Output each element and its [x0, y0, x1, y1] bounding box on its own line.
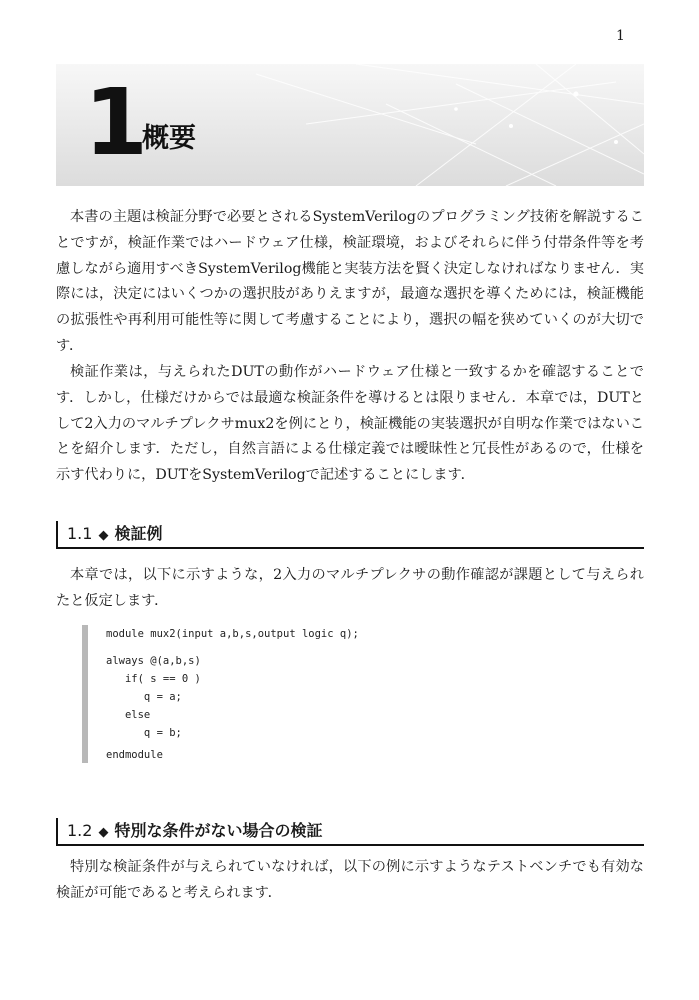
chapter-banner [56, 64, 644, 186]
paragraph-no-condition: 特別な検証条件が与えられていなければ，以下の例に示すようなテストベンチでも有効な検証が可能であると考えられます． [56, 859, 644, 901]
paragraph-example-intro: 本章では，以下に示すような，2入力のマルチプレクサの動作確認が課題として与えられたと仮定します． [56, 567, 644, 609]
code-line: q = a; [106, 691, 182, 703]
section-number: 1.2 [67, 821, 93, 840]
paragraph-verification-work: 検証作業は，与えられたDUTの動作がハードウェア仕様と一致するかを確認することです．しかし，仕様だけからでは最適な検証条件を導けるとは限りません．本章では，DUTとして2入力のマルチプレクサmux2を例にとり，検証機能の実装選択が自明な作業ではないことを紹介します．ただし，自然言語による仕様定義では曖昧性と冗長性があるので，仕様を示す代わりに，DUTをSystemVerilogで記述することにします． [56, 364, 644, 484]
chapter-number: 1 [84, 69, 147, 176]
diamond-icon: ◆ [98, 825, 109, 840]
code-line: q = b; [106, 727, 182, 739]
code-line: endmodule [106, 749, 163, 761]
code-line: else [106, 709, 151, 721]
section-heading-1-2 [56, 818, 644, 846]
code-block [82, 625, 642, 763]
code-line: if( s == 0 ) [106, 673, 201, 685]
diamond-icon: ◆ [98, 528, 109, 543]
code-line: always @(a,b,s) [106, 655, 201, 667]
section-heading-1-1 [56, 521, 644, 549]
section-title: 検証例 [114, 524, 163, 543]
paragraph-intro: 本書の主題は検証分野で必要とされるSystemVerilogのプログラミング技術を解説することですが，検証作業ではハードウェア仕様，検証環境，およびそれらに伴う付帯条件等を考慮しながら適用すべきSystemVerilog機能と実装方法を賢く決定しなければなりません．実際には，決定にはいくつかの選択肢がありえますが，最適な選択を導くためには，検証機能の拡張性や再利用可能性等に関して考慮することにより，選択の幅を狭めていくのが大切です． [56, 209, 644, 354]
section-title: 特別な条件がない場合の検証 [114, 821, 323, 840]
chapter-title: 概要 [142, 123, 196, 154]
section-number: 1.1 [67, 524, 93, 543]
code-line: module mux2(input a,b,s,output logic q); [106, 628, 359, 640]
page-number: 1 [616, 28, 625, 44]
